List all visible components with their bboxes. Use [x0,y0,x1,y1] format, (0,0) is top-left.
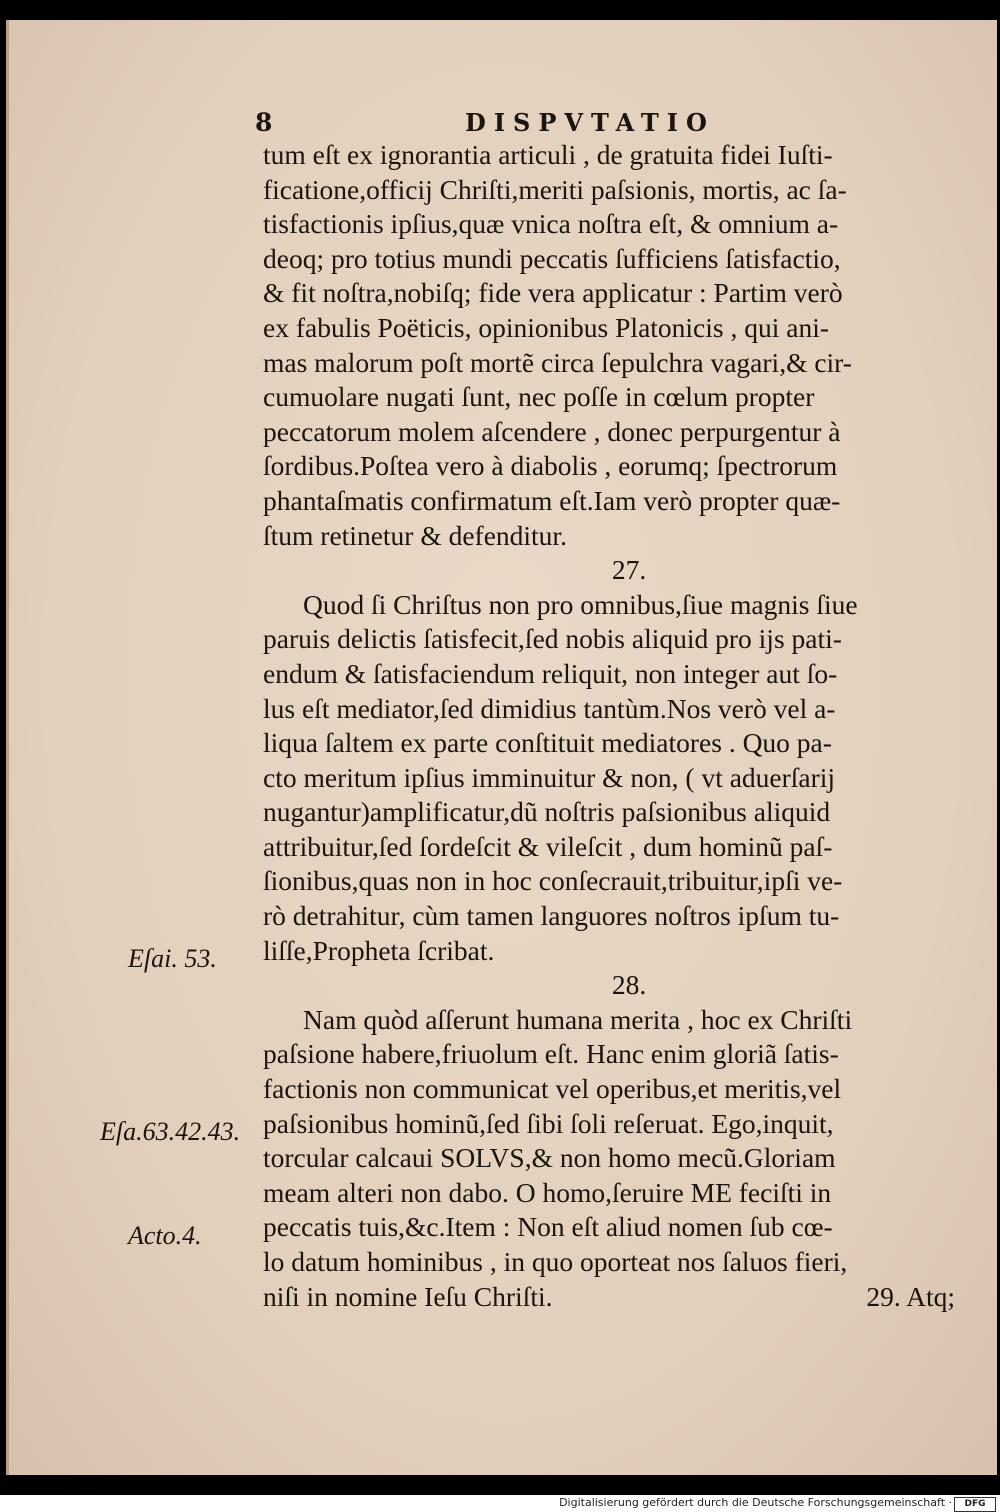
text-line: mas malorum poſt mortẽ circa ſepulchra vagari,& cir- [263,346,852,378]
text-line: peccatis tuis,&c.Item : Non eſt aliud nomen ſub cœ- [263,1211,833,1243]
text-line: peccatorum molem aſcendere , donec perpurgentur à [263,415,841,447]
body-text [263,138,955,1314]
text-line: nugantur)amplificatur,dũ noſtris paſsionibus aliquid [263,796,831,828]
section-number: 27. [611,554,647,586]
footer-credit: Digitalisierung gefördert durch die Deutsche Forschungsgemeinschaft · [559,1496,952,1509]
marginal-note: Eſa.63.42.43. [100,1117,241,1146]
text-line: paſsione habere,friuolum eſt. Hanc enim gloriã ſatis- [263,1038,839,1070]
text-line: rò detrahitur, cùm tamen languores noſtros ipſum tu- [263,900,840,932]
text-line: phantaſmatis confirmatum eſt.Iam verò propter quæ- [263,484,841,516]
text-line: Quod ſi Chriſtus non pro omnibus,ſiue magnis ſiue [303,588,858,620]
dfg-logo: DFG [954,1497,996,1512]
text-line: ex fabulis Poëticis, opinionibus Platonicis , qui ani- [263,311,829,343]
text-line: liſſe,Propheta ſcribat. [263,934,495,966]
text-line: & fit noſtra,nobiſq; fide vera applicatur : Partim verò [263,277,843,309]
text-line: niſi in nomine Ieſu Chriſti. [263,1280,553,1312]
text-line: tum eſt ex ignorantia articuli , de gratuita fidei Iuſti- [263,139,833,170]
text-line: endum & ſatisfaciendum reliquit, non integer aut ſo- [263,657,838,689]
text-line: ſordibus.Poſtea vero à diabolis , eorumq; ſpectrorum [263,450,838,482]
text-line: cumuolare nugati ſunt, nec poſſe in cœlum propter [263,381,815,413]
section-number: 28. [611,969,647,1001]
running-header [255,108,955,142]
text-line: liqua ſaltem ex parte conſtituit mediatores . Quo pa- [263,727,832,759]
text-line: lus eſt mediator,ſed dimidius tantùm.Nos verò vel a- [263,692,836,724]
text-line: deoq; pro totius mundi peccatis ſufficiens ſatisfactio, [263,242,841,274]
text-line: meam alteri non dabo. O homo,ſeruire ME feciſti in [263,1176,832,1208]
text-line: cto meritum ipſius imminuitur & non, ( vt aduerſarij [263,761,836,793]
marginal-note: Eſai. 53. [128,944,217,973]
text-line: attribuitur,ſed ſordeſcit & vileſcit , dum hominũ paſ- [263,830,833,862]
text-line: ſionibus,quas non in hoc conſecrauit,tribuitur,ipſi ve- [263,865,843,897]
text-line: ficatione,officij Chriſti,meriti paſsionis, mortis, ac ſa- [263,173,847,205]
catchword: 29. Atq; [866,1280,955,1312]
running-title: DISPVTATIO [465,108,715,137]
text-line: tisfactionis ipſius,quæ vnica noſtra eſt, & omnium a- [263,208,839,240]
text-line: paſsionibus hominũ,ſed ſibi ſoli reſeruat. Ego,inquit, [263,1107,834,1139]
text-line: factionis non communicat vel operibus,et meritis,vel [263,1073,842,1105]
text-line: Nam quòd aſſerunt humana merita , hoc ex Chriſti [303,1003,853,1035]
page-number: 8 [255,108,273,137]
text-line: paruis delictis ſatisfecit,ſed nobis aliquid pro ijs pati- [263,623,842,655]
text-line: lo datum hominibus , in quo oporteat nos ſaluos fieri, [263,1246,848,1277]
marginal-note: Acto.4. [128,1221,202,1250]
text-line: torcular calcaui SOLVS,& non homo mecũ.Gloriam [263,1142,836,1174]
text-line: ſtum retinetur & defenditur. [263,519,567,551]
